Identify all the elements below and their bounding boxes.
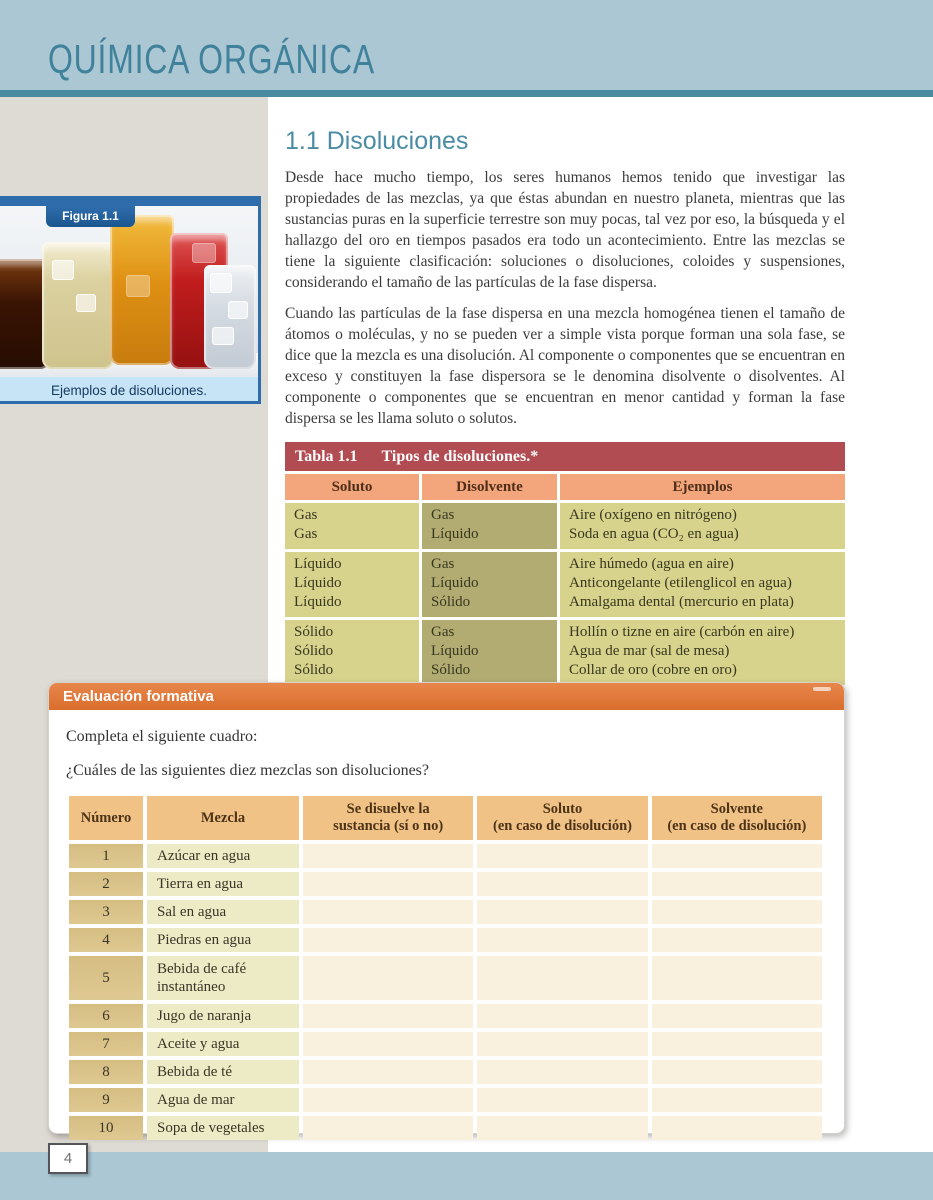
row-number: 7 [69,1032,143,1056]
ejemplos-cell: Aire (oxígeno en nitrógeno) Soda en agua (CO₂ en agua) [560,503,845,549]
ice-cube-icon [210,273,232,293]
soluto-cell: Líquido Líquido Líquido [285,552,419,617]
ice-cube-icon [192,243,216,263]
mezcla-cell: Sopa de vegetales [147,1116,299,1140]
eval-header-numero: Número [69,796,143,840]
eval-header-solvente: Solvente (en caso de disolución) [652,796,822,840]
answer-cell [652,928,822,952]
answer-cell [652,1060,822,1084]
mezcla-cell: Azúcar en agua [147,844,299,868]
row-number: 8 [69,1060,143,1084]
ice-cube-icon [228,301,248,319]
page-number: 4 [48,1143,88,1174]
answer-cell [477,900,647,924]
column-header-soluto: Soluto [285,474,419,500]
answer-cell [303,1032,473,1056]
figure-tab-label: Figura 1.1 [46,206,135,227]
answer-cell [652,956,822,1000]
answer-cell [652,1088,822,1112]
answer-cell [477,1004,647,1028]
answer-cell [477,1088,647,1112]
answer-cell [477,1060,647,1084]
eval-header-soluto: Soluto (en caso de disolución) [477,796,647,840]
row-number: 1 [69,844,143,868]
question-line: ¿Cuáles de las siguientes diez mezclas son disoluciones? [66,762,430,779]
figure-1-1 [0,196,261,404]
eval-header-se-disuelve: Se disuelve la sustancia (sí o no) [303,796,473,840]
column-header-disolvente: Disolvente [422,474,557,500]
mezcla-cell: Piedras en agua [147,928,299,952]
row-number: 5 [69,956,143,1000]
answer-cell [652,872,822,896]
amber-drink-glass-icon [110,215,174,365]
answer-cell [652,1032,822,1056]
disolvente-cell: Gas Líquido [422,503,557,549]
answer-cell [477,872,647,896]
ice-cube-icon [76,294,96,312]
evaluacion-title: Evaluación formativa [63,688,214,705]
answer-cell [303,844,473,868]
header-divider [0,90,933,97]
mezcla-cell: Agua de mar [147,1088,299,1112]
answer-cell [303,1088,473,1112]
table-1-1-grid [285,471,845,685]
table-number: Tabla 1.1 [295,448,358,465]
ice-cube-icon [126,275,150,297]
ejemplos-cell: Hollín o tizne en aire (carbón en aire) Agua de mar (sal de mesa) Collar de oro (cobre en oro) [560,620,845,685]
answer-cell [303,1060,473,1084]
eval-header-mezcla: Mezcla [147,796,299,840]
body-paragraph: Desde hace mucho tiempo, los seres humanos hemos tenido que investigar las propiedades de las mezclas, ya que éstas abundan en nuestro planeta, mientras que las sustancias puras en la superficie terrestre son muy pocas, tal vez por eso, la búsqueda y el hallazgo del oro en tiempos pasados era todo un acontecimiento. Entre las mezclas se tiene la siguiente clasificación: soluciones o disoluciones, coloides y suspensiones, considerando el tamaño de las partículas de la fase dispersa. [285,169,845,291]
mezcla-cell: Jugo de naranja [147,1004,299,1028]
answer-cell [477,928,647,952]
answer-cell [652,1004,822,1028]
answer-cell [477,844,647,868]
answer-cell [303,872,473,896]
mezcla-cell: Sal en agua [147,900,299,924]
section-heading: 1.1 Disoluciones [285,127,469,155]
disolvente-cell: Gas Líquido Sólido [422,620,557,685]
answer-cell [477,1116,647,1140]
row-number: 9 [69,1088,143,1112]
body-paragraph: Cuando las partículas de la fase dispersa en una mezcla homogénea tienen el tamaño de átomos o moléculas, y no se pueden ver a simple vista porque forman una sola fase, se dice que la mezcla es una disolución. Al componente o componentes que se encuentran en exceso y constituyen la fase dispersora se le denomina disolvente o disolventes. Al componente o componentes que se encuentran en menor cantidad y forman la fase dispersa se les llama soluto o solutos. [285,305,845,427]
figure-caption: Ejemplos de disoluciones. [0,377,258,404]
answer-cell [652,900,822,924]
soluto-cell: Sólido Sólido Sólido [285,620,419,685]
table-title: Tipos de disoluciones.* [381,448,539,465]
answer-cell [477,956,647,1000]
soluto-cell: Gas Gas [285,503,419,549]
figure-photo [0,206,258,377]
gloss-highlight-icon [813,687,831,691]
column-header-ejemplos: Ejemplos [560,474,845,500]
evaluacion-header [49,683,844,710]
answer-cell [652,844,822,868]
ice-cube-icon [52,260,74,280]
answer-cell [303,1116,473,1140]
mezcla-cell: Bebida de té [147,1060,299,1084]
row-number: 3 [69,900,143,924]
clear-drink-glass-icon [42,242,114,369]
answer-cell [652,1116,822,1140]
footer-band [0,1152,933,1200]
mezcla-cell: Bebida de café instantáneo [147,956,299,1000]
ejemplos-cell: Aire húmedo (agua en aire) Anticongelante (etilenglicol en agua) Amalgama dental (mercurio en plata) [560,552,845,617]
evaluacion-body [49,710,844,1140]
ice-cube-icon [212,327,234,345]
evaluation-table [69,796,822,1140]
row-number: 2 [69,872,143,896]
ice-water-glass-icon [204,265,256,369]
row-number: 4 [69,928,143,952]
table-1-1-title-bar [285,442,845,471]
answer-cell [303,900,473,924]
chapter-title: QUÍMICA ORGÁNICA [48,36,375,82]
answer-cell [303,956,473,1000]
mezcla-cell: Tierra en agua [147,872,299,896]
answer-cell [303,1004,473,1028]
figure-top-bar [0,196,258,206]
answer-cell [303,928,473,952]
mezcla-cell: Aceite y agua [147,1032,299,1056]
disolvente-cell: Gas Líquido Sólido [422,552,557,617]
answer-cell [477,1032,647,1056]
row-number: 10 [69,1116,143,1140]
instruction-line: Completa el siguiente cuadro: [66,728,258,745]
evaluacion-formativa-box [48,682,845,1134]
row-number: 6 [69,1004,143,1028]
